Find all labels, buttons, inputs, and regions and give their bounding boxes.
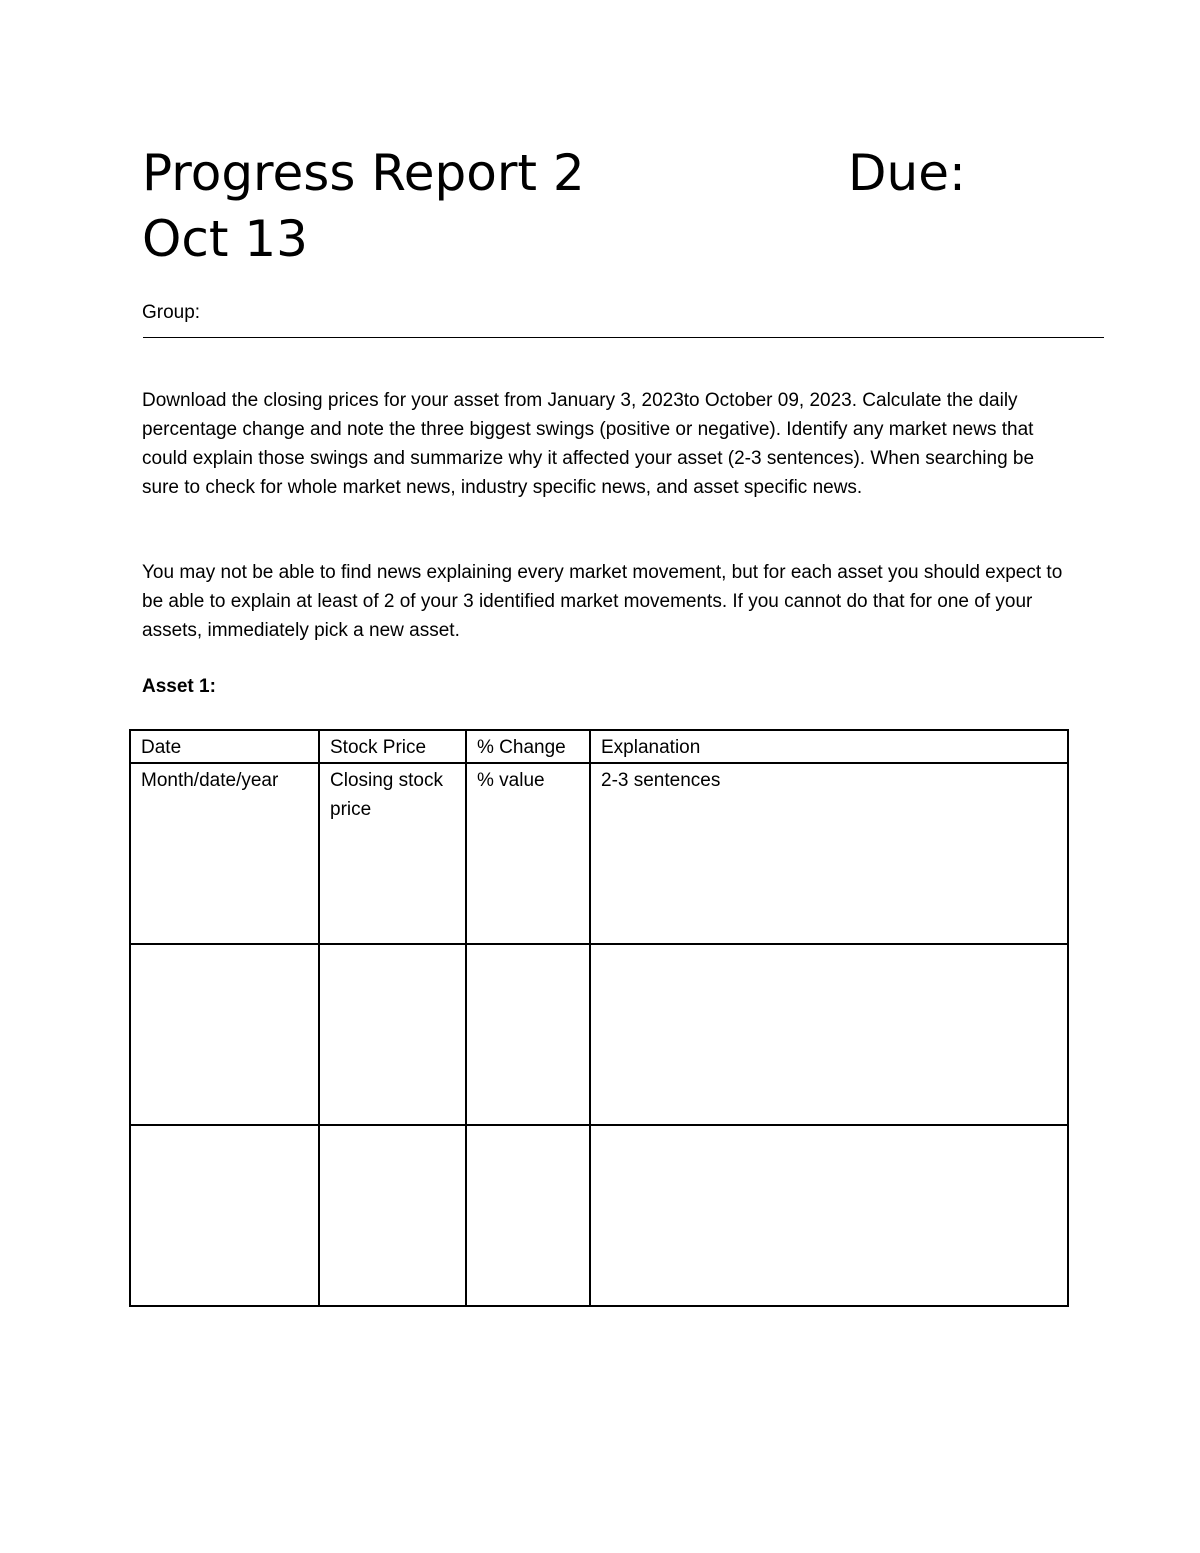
due-date: Oct 13 bbox=[142, 210, 308, 268]
table-row bbox=[130, 763, 1068, 944]
page-title bbox=[142, 140, 1042, 268]
table-cell-date: Month/date/year bbox=[130, 763, 319, 944]
instructions-paragraph-1: Download the closing prices for your asset from January 3, 2023to October 09, 2023. Calculate the daily percentage change and note the three biggest swings (positive or negative). Identify any market news that could explain those swings and summarize why it affected your asset (2-3 sentences). When searching be sure to check for whole market news, industry specific news, and asset specific news. bbox=[142, 390, 1035, 498]
table-cell-date bbox=[130, 944, 319, 1125]
group-label: Group: bbox=[142, 302, 201, 323]
instructions-paragraph-2: You may not be able to find news explaining every market movement, but for each asset you should expect to be able to explain at least of 2 of your 3 identified market movements. If you cannot do that for one of your assets, immediately pick a new asset. bbox=[142, 562, 1063, 641]
asset-label: Asset 1: bbox=[142, 676, 216, 697]
table-row bbox=[130, 944, 1068, 1125]
table-cell-stock-price bbox=[319, 944, 466, 1125]
due-label: Due: bbox=[848, 144, 966, 202]
table-cell-explanation: 2-3 sentences bbox=[590, 763, 1068, 944]
report-title: Progress Report 2 bbox=[142, 144, 585, 202]
table-cell-stock-price bbox=[319, 1125, 466, 1306]
table-row bbox=[130, 1125, 1068, 1306]
column-header-change: % Change bbox=[466, 730, 590, 763]
column-header-stock-price: Stock Price bbox=[319, 730, 466, 763]
table-cell-date bbox=[130, 1125, 319, 1306]
table-cell-change bbox=[466, 944, 590, 1125]
table-cell-stock-price: Closing stock price bbox=[319, 763, 466, 944]
table-header-row bbox=[130, 730, 1068, 763]
asset-table bbox=[129, 729, 1069, 1307]
column-header-date: Date bbox=[130, 730, 319, 763]
table-cell-change bbox=[466, 1125, 590, 1306]
table-cell-change: % value bbox=[466, 763, 590, 944]
group-underline bbox=[143, 337, 1104, 338]
table-cell-explanation bbox=[590, 1125, 1068, 1306]
column-header-explanation: Explanation bbox=[590, 730, 1068, 763]
table-cell-explanation bbox=[590, 944, 1068, 1125]
